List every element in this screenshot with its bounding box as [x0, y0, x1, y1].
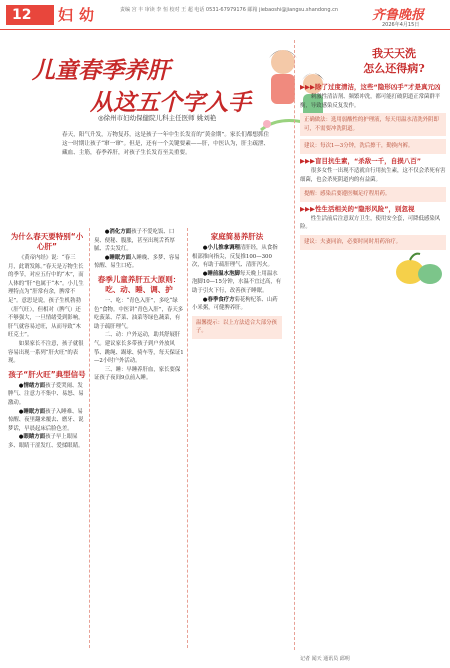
left-column: [8, 228, 86, 648]
sidebar-tip-4: 建议：夫妻同治，必要时同时用药治疗。: [300, 235, 446, 250]
mid-item-2: [94, 254, 184, 271]
column-divider: [187, 228, 188, 648]
mid-item-1-title: ●消化方面: [104, 229, 132, 235]
section-title: 妇幼: [58, 6, 101, 24]
newspaper-logo: 齐鲁晚报: [372, 8, 425, 23]
left-paragraph-1: 《黄帝内经》说：“春三月，此谓发陈。”春天是万物生长的季节，对应五行中的“木”，而人体的“肝”也属于“木”。小儿生理特点为“肝常有余，脾常不足”。意思是说，孩子生机勃勃（肝气旺），但相对（脾气）还不够强大，一旦情绪受到影响，肝气就容易过旺，从而导致“木旺克土”。: [8, 255, 84, 339]
right-item-2-title: ●睡前温水泡脚: [202, 270, 240, 277]
mid-paragraph-1: 一、吃：“青色入肝”，多吃“绿色”食物。中医讲“青色入肝”，春天多吃菠菜、芹菜、油菜等绿色蔬菜，有助于疏肝理气。: [94, 297, 184, 330]
column-divider: [89, 228, 90, 648]
sidebar-heading-2: ▶▶▶盲目抗生素，“杀敌一千，自损八百”: [300, 156, 422, 165]
page-header: [0, 0, 450, 30]
mid-item-2-text: 入睡晚、多梦、容易惊醒、易生口疮。: [94, 254, 180, 270]
sidebar-title: 我天天洗 怎么还得病?: [363, 47, 425, 75]
left-item-2-title: ●睡眠方面: [18, 408, 46, 415]
left-item-3: [8, 433, 86, 450]
left-item-3-title: ●眼睛方面: [18, 434, 46, 441]
sidebar-text-2: 很多女性一出现不适就自行用抗生素，这不仅会杀死有害细菌，也会杀死阴道内的有益菌。: [300, 167, 446, 183]
article-author: ◎徐州市妇幼保健院儿科主任医师 姚刘艳: [98, 114, 217, 122]
left-heading: 为什么春天要特别“小心肝”: [10, 232, 84, 251]
fruit-illustration-icon: [390, 248, 450, 288]
right-column: [192, 228, 282, 648]
mid-item-1: [94, 228, 184, 254]
article-title-line2: 从这五个字入手: [90, 89, 251, 116]
article-intro: 春天，阳气升发，万物复苏，这是孩子一年中生长发育的“黄金期”。家长们都想抓住这一时期让孩子“窜一窜”。但是，还有一个关键要素——肝，中医认为，肝主疏泄、藏血、主筋，春季养肝，对孩子生长发育至关重要。: [62, 132, 270, 156]
right-item-2: [192, 270, 282, 296]
left-item-3-text: 孩子早上眼屎多、眼睛干涩发红、爱揉眼睛。: [8, 434, 84, 449]
left-item-2: [8, 408, 86, 434]
footer-credit: 记者 闻天 通讯员 邱明: [300, 656, 350, 662]
sidebar-column: [300, 80, 446, 652]
mid-heading: 春季儿童养肝五大原则：吃、动、睡、调、护: [97, 274, 181, 294]
middle-column: [94, 228, 184, 648]
right-item-3-title: ●春季食疗方: [202, 296, 235, 303]
right-item-2-text: 每天晚上用温水泡脚10—15分钟，水温不宜过高，有助于引火下行，改善孩子睡眠。: [192, 270, 282, 294]
left-item-1-title: ●情绪方面: [18, 382, 46, 389]
right-heading: 家庭简易养肝法: [210, 232, 264, 241]
right-item-3-text: 菊花枸杞茶、山药小米粥，可健脾养肝。: [192, 296, 278, 312]
article-title-line1: 儿童春季养肝: [32, 57, 170, 84]
editor-info: 责编 宫 丰 审读 李 恒 校对 王 超 电话 0531-67979176 邮箱 jiebaoshi@jiangsu.shandong.cn: [120, 7, 339, 13]
sidebar-text-3: 性生活前后注意双方卫生，使用安全套，可降低感染风险。: [300, 215, 441, 231]
left-subheading: 孩子“肝火旺”典型信号: [8, 369, 86, 379]
page-number: 12: [6, 5, 54, 25]
left-item-2-text: 孩子入睡难、易惊醒、夜里翻来覆去、磨牙、说梦话，早晨起床后脸色差。: [8, 408, 84, 432]
right-item-1: [192, 244, 282, 270]
left-item-1: [8, 382, 86, 408]
sidebar-text-1: 刺激性清洁剂、频繁冲洗，都可能打破阴道正常菌群平衡，导致感染反复发作。: [300, 94, 441, 109]
mid-item-2-title: ●睡眠方面: [104, 254, 132, 261]
right-item-1-text: 清肝经，从食指根部推向指尖，反复推100—300次，有助于疏肝理气、清肝泻火。: [192, 245, 278, 269]
right-item-3: [192, 296, 282, 313]
sidebar-tip-2: 建议：每次1—3分钟，洗后擦干，勤换内裤。: [300, 139, 446, 154]
sidebar-heading-3: ▶▶▶性生活相关的“隐形风险”，别忽视: [300, 204, 415, 213]
left-paragraph-2: 如果家长不注意，孩子就很容易出现一系列“肝火旺”的表现。: [8, 340, 84, 365]
issue-date: 2026年4月15日: [382, 22, 420, 28]
sidebar-heading-1: ▶▶▶除了过度清洁，这些“隐形凶手”才是真元凶: [300, 83, 441, 91]
mid-paragraph-2: 二、动：户外运动，助其舒展肝气。建议家长多带孩子到户外放风筝、跳绳、踢球、骑车等，每天保证1—2小时户外活动。: [94, 332, 184, 365]
mid-item-1-text: 孩子不爱吃饭、口臭、便秘、腹胀，甚至出现舌苔厚腻、舌尖发红。: [94, 229, 175, 253]
sidebar-tip-3: 提醒：感染后要遵医嘱足疗程用药。: [300, 187, 446, 202]
header-rule: [0, 29, 450, 30]
mid-paragraph-3: 三、睡：早睡养肝血，家长要保证孩子夜间9点前入睡。: [94, 366, 181, 382]
right-item-1-title: ●小儿推拿调理: [202, 245, 240, 251]
right-tip: 温馨提示：以上方法适合大部分孩子。: [192, 316, 282, 339]
left-item-1-text: 孩子爱哭闹、发脾气、注意力不集中、易怒、易激动。: [8, 382, 84, 406]
sidebar-divider: [294, 40, 295, 650]
sidebar-tip-1: 正确做法：选用弱酸性的护理液，每天用温水清洗外阴即可，不需要冲洗阴道。: [300, 113, 446, 136]
